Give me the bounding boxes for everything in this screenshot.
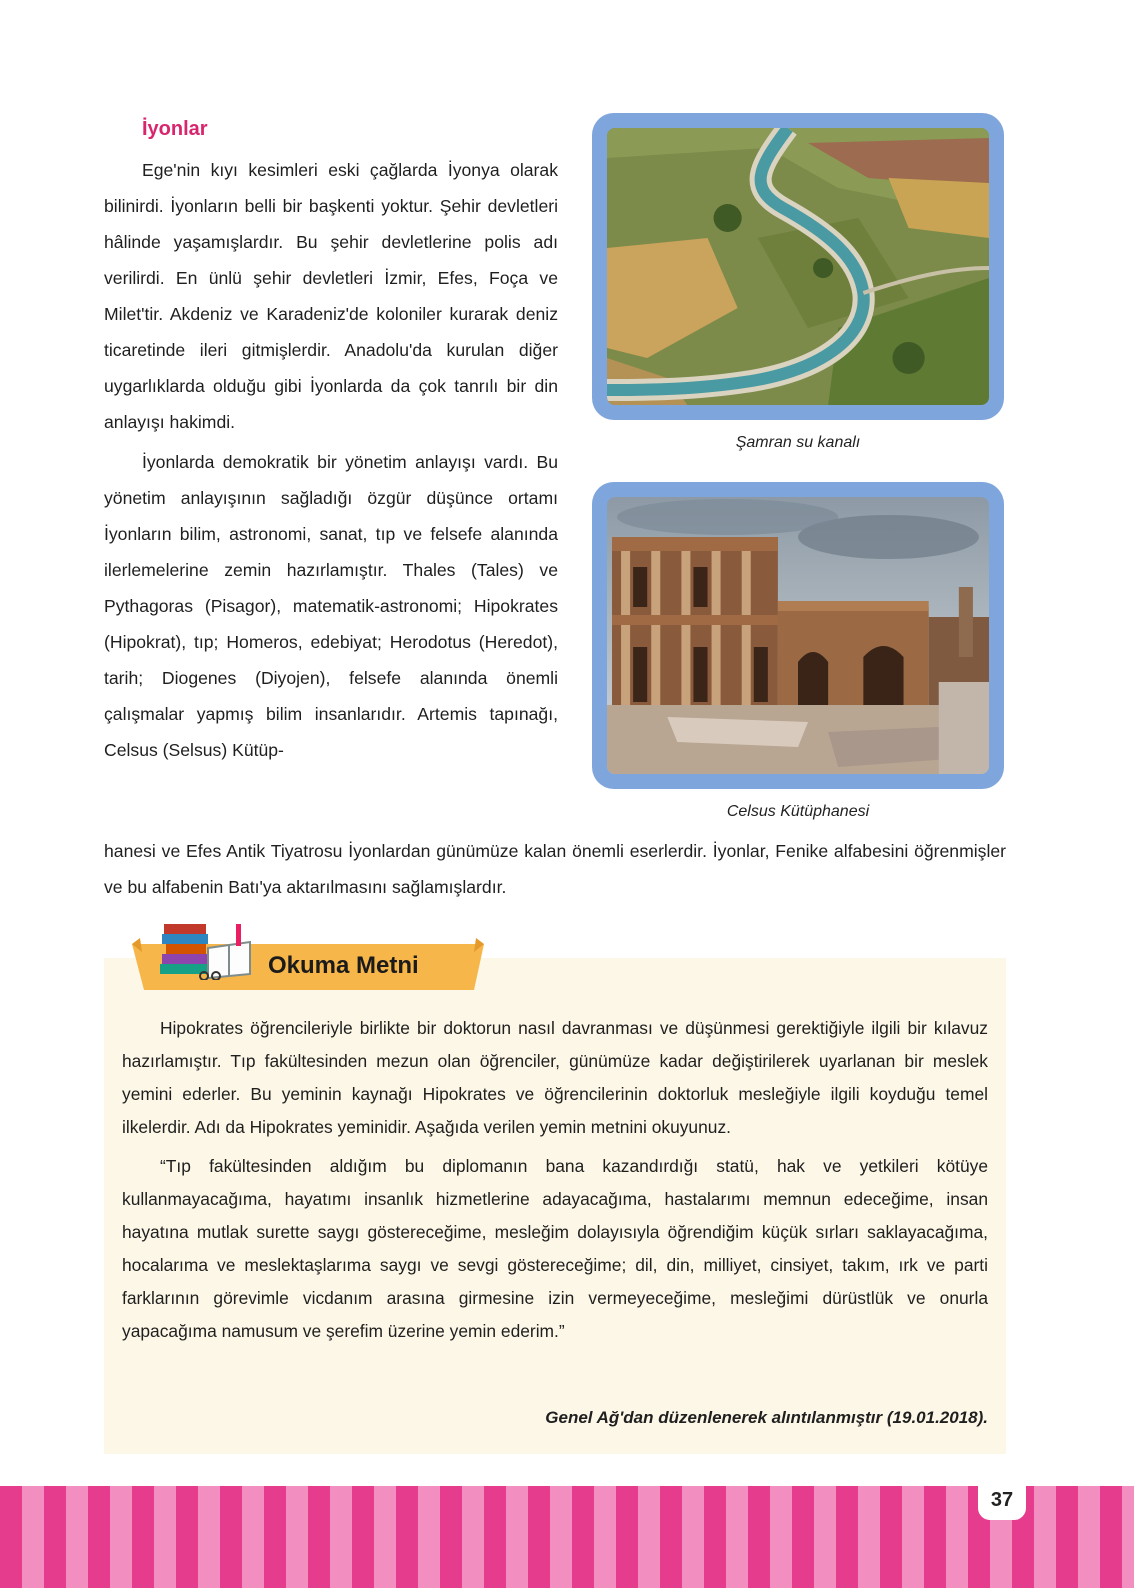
reading-text bbox=[122, 1012, 988, 1348]
celsus-library-photo bbox=[607, 497, 989, 774]
paragraph-intro: Ege'nin kıyı kesimleri eski çağlarda İyonya olarak bilinirdi. İyonların belli bir başkenti yoktur. Şehir devletleri hâlinde yaşamışlardır. Bu şehir devletlerine polis adı verilirdi. En ünlü şehir devletleri İzmir, Efes, Foça ve Milet'tir. Akdeniz ve Karadeniz'de koloniler kurarak deniz ticaretinde ileri gitmişlerdir. Anadolu'da kurulan diğer uygarlıklarda olduğu gibi İyonlarda da çok tanrılı bir din anlayışı hakimdi. bbox=[104, 160, 558, 432]
figure-celsus-library bbox=[592, 482, 1004, 821]
paragraph-continuation: hanesi ve Efes Antik Tiyatrosu İyonlardan günümüze kalan önemli eserlerdir. İyonlar, Fenike alfabesini öğrenmişler ve bu alfabenin Batı'ya aktarılmasını sağlamışlardır. bbox=[104, 841, 1006, 897]
figure-caption: Celsus Kütüphanesi bbox=[726, 803, 870, 820]
figure-canal bbox=[592, 113, 1004, 452]
footer-stripes bbox=[0, 1486, 1134, 1588]
paragraph-democracy: İyonlarda demokratik bir yönetim anlayışı vardı. Bu yönetim anlayışının sağladığı özgür düşünce ortamı İyonların bilim, astronomi, sanat, tıp ve felsefe alanında ilerlemelerine zemin hazırlamıştır. Thales (Tales) ve Pythagoras (Pisagor), matematik-astronomi; Hipokrates (Hipokrat), tıp; Homeros, edebiyat; Herodotus (Heredot), tarih; Diogenes (Diyojen), felsefe alanında önemli çalışmalar yapmış bilim insanlarıdır. Artemis tapınağı, Celsus (Selsus) Kütüp- bbox=[104, 452, 558, 760]
canal-photo bbox=[607, 128, 989, 405]
figure-caption: Şamran su kanalı bbox=[735, 434, 861, 451]
photo-frame bbox=[592, 482, 1004, 789]
reading-paragraph-intro: Hipokrates öğrencileriyle birlikte bir doktorun nasıl davranması ve düşünmesi gerektiğiyle ilgili bir kılavuz hazırlamıştır. Tıp fakültesinden mezun olan öğrenciler, günümüze kadar değiştirilerek uyarlanan bir meslek yemini ederler. Bu yeminin kaynağı Hipokrates ve öğrencilerinin doktorluk mesleğiyle ilgili koyduğu temel ilkelerdir. Adı da Hipokrates yeminidir. Aşağıda verilen yemin metnini okuyunuz. bbox=[122, 1018, 988, 1137]
main-text-continuation bbox=[104, 833, 1006, 905]
page-number: 37 bbox=[978, 1480, 1026, 1520]
photo-frame bbox=[592, 113, 1004, 420]
section-title: İyonlar bbox=[142, 118, 208, 140]
reading-source: Genel Ağ'dan düzenlenerek alıntılanmıştır (19.01.2018). bbox=[545, 1408, 988, 1427]
reading-paragraph-oath: “Tıp fakültesinden aldığım bu diplomanın bana kazandırdığı statü, hak ve yetkileri kötüye kullanmayacağıma, hayatımı insanlık hizmetlerine adayacağıma, hastalarımı memnun edeceğime, insan hayatına mutlak surette saygı göstereceğime, mesleğim dolayısıyla öğrendiğim küçük sırları saklayacağıma, hocalarıma ve meslektaşlarıma saygı ve sevgi göstereceğime; dil, din, milliyet, cinsiyet, takım, ırk ve parti farklarının görevimle vicdanım arasına girmesine izin vermeyeceğime, mesleğimi dürüstlük ve onurla yapacağıma namusum ve şerefim üzerine yemin ederim.” bbox=[122, 1156, 988, 1341]
main-text-column bbox=[104, 152, 558, 768]
reading-title: Okuma Metni bbox=[268, 952, 419, 979]
books-icon bbox=[158, 918, 254, 980]
